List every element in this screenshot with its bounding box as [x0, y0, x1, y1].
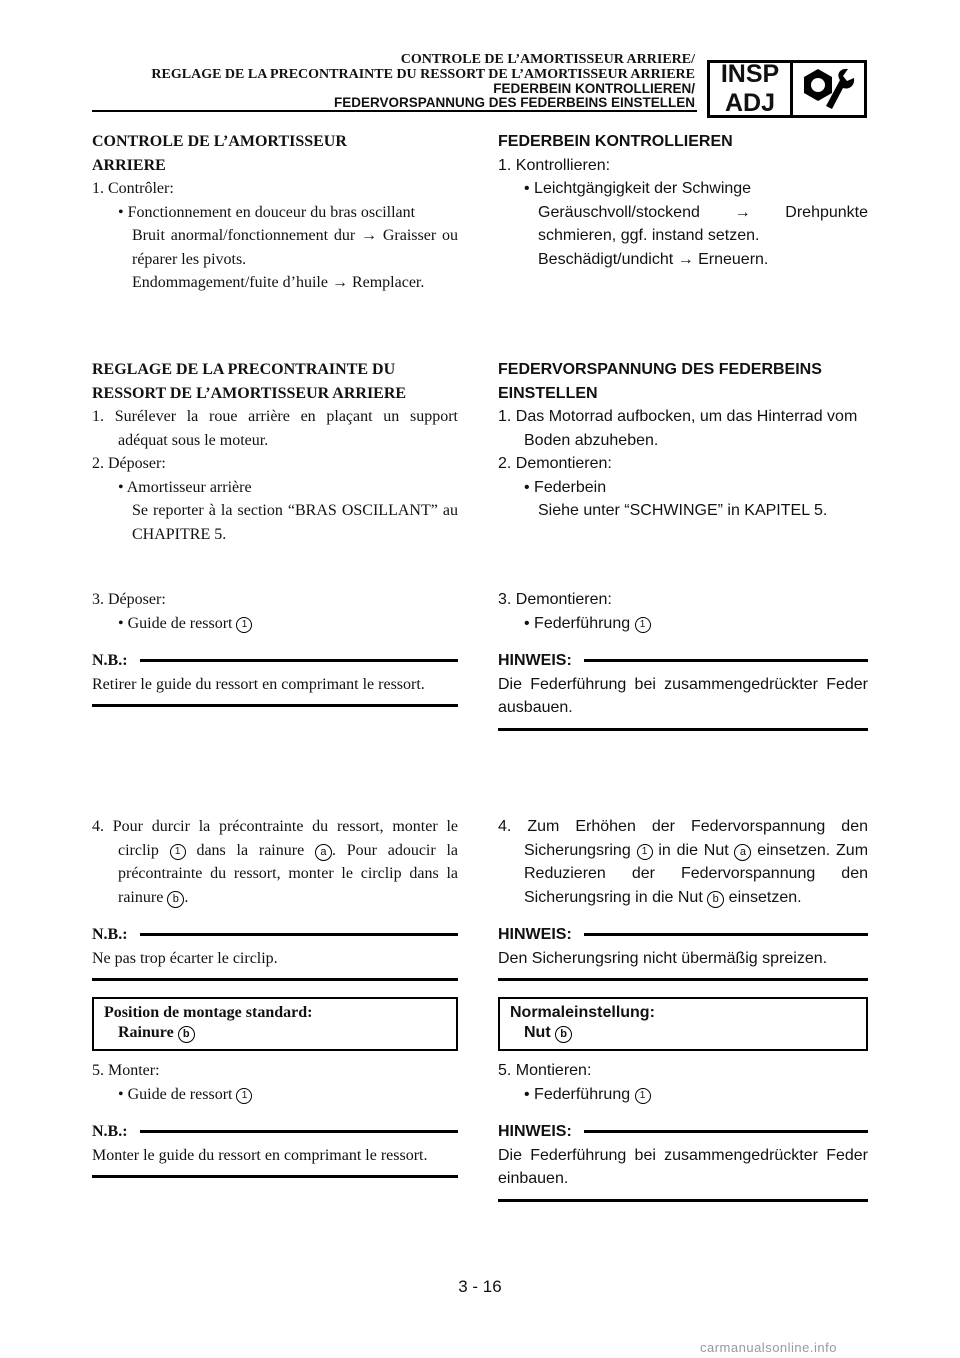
de-check-title: FEDERBEIN KONTROLLIEREN: [498, 133, 733, 150]
fr-section-step4: [92, 815, 458, 1178]
de-note-label: HINWEIS:: [498, 652, 572, 669]
ref-a-icon: a: [315, 844, 332, 861]
de-preload-title-b: EINSTELLEN: [498, 384, 598, 402]
de-normal-setting-box: [498, 997, 868, 1051]
fr-box-value: [104, 1023, 446, 1043]
de-step3: 3. Demontieren:: [498, 591, 612, 608]
de-preload-bullet2: • Federbein: [524, 478, 607, 496]
fr-note2-body: Ne pas trop écarter le circlip.: [92, 947, 458, 982]
fr-note3-body: Monter le guide du ressort en comprimant le ressort.: [92, 1144, 458, 1179]
fr-preload-step1: 1. Surélever la roue arrière en plaçant un support adéquat sous le moteur.: [92, 408, 458, 449]
fr-step5-bullet-text: • Guide de ressort: [118, 1085, 233, 1103]
de-box-value-text: Nut: [524, 1024, 551, 1041]
de-note-body: Die Federführung bei zusammengedrückter Feder ausbauen.: [498, 673, 868, 731]
fr-step5-bullet: [92, 1083, 458, 1107]
fr-note3-header: [92, 1120, 458, 1144]
de-check-sub1: Geräuschvoll/stockend → Drehpunkte schmieren, ggf. instand setzen.: [538, 203, 868, 244]
fr-check-sub1: Bruit anormal/fonctionnement dur → Graisser ou réparer les pivots.: [132, 227, 458, 268]
fr-step4: [92, 815, 458, 909]
de-section-step4: [498, 815, 868, 1202]
fr-preload-title-b: RESSORT DE L’AMORTISSEUR ARRIERE: [92, 384, 407, 402]
de-preload-step2: 2. Demontieren:: [498, 455, 612, 472]
de-step4-text-b: in die Nut: [658, 841, 729, 859]
de-note-header: [498, 649, 868, 673]
fr-preload-sub2: Se reporter à la section “BRAS OSCILLANT” au CHAPITRE 5.: [132, 502, 458, 543]
fr-note-label: N.B.:: [92, 652, 128, 669]
de-note2-body: Den Sicherungsring nicht übermäßig spreizen.: [498, 947, 868, 982]
de-section-preload: [498, 358, 868, 523]
de-step4-text-c: einsetzen. Zum Reduzieren der Federvorspannung den Sicherungsring in die Nut: [524, 841, 869, 906]
de-preload-step1: 1. Das Motorrad aufbocken, um das Hinterrad vom Boden abzuheben.: [498, 408, 858, 449]
fr-check-bullet: • Fonctionnement en douceur du bras oscillant: [118, 203, 416, 221]
de-note3-body: Die Federführung bei zusammengedrückter Feder einbauen.: [498, 1144, 868, 1202]
de-note2-header: [498, 923, 868, 947]
ref-a-icon: a: [734, 844, 751, 861]
de-check-step1: 1. Kontrollieren:: [498, 156, 611, 174]
ref-1-icon: 1: [635, 1088, 651, 1104]
fr-step4-text-a: 4. Pour durcir la précontrainte du ressort, monter le circlip: [92, 818, 458, 859]
de-step4: [498, 815, 868, 909]
fr-preload-title-a: REGLAGE DE LA PRECONTRAINTE DU: [92, 361, 396, 378]
de-section-step3: [498, 588, 868, 731]
ref-1-icon: 1: [236, 617, 252, 633]
de-preload-sub2: Siehe unter “SCHWINGE” in KAPITEL 5.: [538, 502, 828, 519]
de-box-value: [510, 1023, 856, 1043]
de-note3-label: HINWEIS:: [498, 1123, 572, 1140]
de-note3-header: [498, 1120, 868, 1144]
ref-b-icon: b: [707, 891, 724, 908]
page-number: 3 - 16: [458, 1277, 502, 1296]
fr-preload-bullet2: • Amortisseur arrière: [118, 478, 252, 496]
fr-box-value-text: Rainure: [118, 1024, 174, 1041]
ref-b-icon: b: [555, 1026, 572, 1043]
badge-top-label: INSP: [720, 60, 780, 88]
de-section-check: [498, 130, 868, 271]
fr-section-step3: [92, 588, 458, 707]
header-title-line4: FEDERVORSPANNUNG DES FEDERBEINS EINSTELLEN: [333, 95, 695, 110]
note-rule: [584, 659, 868, 662]
de-box-title: Normaleinstellung:: [510, 1004, 655, 1021]
ref-1-icon: 1: [637, 844, 653, 860]
ref-1-icon: 1: [635, 617, 651, 633]
header-title-line2: REGLAGE DE LA PRECONTRAINTE DU RESSORT DE L’AMORTISSEUR ARRIERE: [151, 67, 695, 82]
note-rule: [140, 933, 458, 936]
de-step4-text-a: 4. Zum Erhöhen der Federvorspannung den Sicherungsring: [498, 818, 868, 859]
de-check-bullet: • Leichtgängigkeit der Schwinge: [524, 180, 752, 197]
fr-step3-bullet: [92, 612, 458, 636]
badge-bottom-label: ADJ: [724, 89, 775, 117]
header-rule: [92, 110, 697, 112]
fr-step5: 5. Monter:: [92, 1062, 160, 1079]
wrench-nut-icon: [793, 63, 864, 115]
fr-step3-bullet-text: • Guide de ressort: [118, 614, 233, 632]
fr-note-body: Retirer le guide du ressort en comprimant le ressort.: [92, 673, 458, 708]
fr-step4-text-b: dans la rainure: [196, 841, 305, 859]
fr-step4-text-c: . Pour adoucir la précontrainte du ressort, monter le circlip dans la rainure: [118, 841, 459, 906]
de-check-sub2: Beschädigt/undicht → Erneuern.: [538, 250, 769, 268]
note-rule: [140, 659, 458, 662]
de-note2-label: HINWEIS:: [498, 926, 572, 943]
fr-box-title: Position de montage standard:: [104, 1004, 313, 1021]
header-title-line1: CONTROLE DE L’AMORTISSEUR ARRIERE/: [400, 52, 695, 67]
ref-1-icon: 1: [236, 1088, 252, 1104]
ref-b-icon: b: [178, 1026, 195, 1043]
watermark: carmanualsonline.info: [700, 1340, 837, 1355]
de-step5-bullet-text: • Federführung: [524, 1085, 631, 1103]
note-rule: [140, 1130, 458, 1133]
fr-check-step1: 1. Contrôler:: [92, 180, 174, 197]
insp-adj-badge: [707, 60, 867, 118]
fr-section-check: [92, 130, 458, 295]
fr-preload-step2: 2. Déposer:: [92, 455, 166, 472]
fr-check-sub2: Endommagement/fuite d’huile → Remplacer.: [132, 274, 425, 291]
fr-note-header: [92, 649, 458, 673]
de-step4-text-d: einsetzen.: [728, 888, 802, 906]
fr-note2-header: [92, 923, 458, 947]
fr-step4-text-d: .: [184, 888, 189, 906]
note-rule: [584, 1130, 868, 1133]
fr-check-title-b: ARRIERE: [92, 156, 166, 174]
fr-section-preload: [92, 358, 458, 546]
fr-note2-label: N.B.:: [92, 926, 128, 943]
fr-standard-position-box: [92, 997, 458, 1051]
badge-text: [710, 60, 793, 117]
ref-1-icon: 1: [170, 844, 186, 860]
fr-note3-label: N.B.:: [92, 1123, 128, 1140]
de-step5: 5. Montieren:: [498, 1062, 592, 1079]
fr-step3: 3. Déposer:: [92, 591, 166, 608]
header-title-line3: FEDERBEIN KONTROLLIEREN/: [493, 81, 695, 96]
ref-b-icon: b: [167, 891, 184, 908]
de-step3-bullet: [498, 612, 868, 636]
fr-check-title-a: CONTROLE DE L’AMORTISSEUR: [92, 133, 347, 150]
de-step5-bullet: [498, 1083, 868, 1107]
de-preload-title-a: FEDERVORSPANNUNG DES FEDERBEINS: [498, 361, 822, 378]
de-step3-bullet-text: • Federführung: [524, 614, 631, 632]
note-rule: [584, 933, 868, 936]
